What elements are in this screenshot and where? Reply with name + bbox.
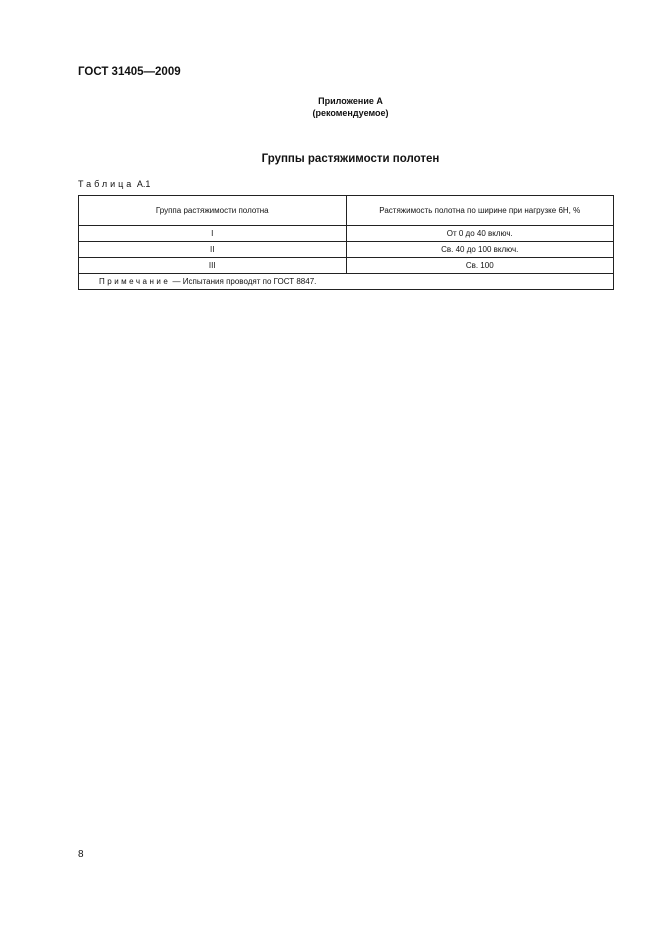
cell-stretch-value: От 0 до 40 включ.: [346, 226, 614, 242]
cell-group: II: [79, 242, 347, 258]
cell-stretch-value: Св. 40 до 100 включ.: [346, 242, 614, 258]
table-header-row: [79, 196, 614, 226]
page-number: 8: [78, 849, 84, 860]
annex-subtitle: (рекомендуемое): [312, 108, 389, 118]
table-row: [79, 242, 614, 258]
cell-group: I: [79, 226, 347, 242]
cell-stretch-value: Св. 100: [346, 258, 614, 274]
table-row: [79, 226, 614, 242]
stretch-groups-table: [78, 195, 614, 290]
table-caption-number: А.1: [136, 179, 151, 189]
section-title: Группы растяжимости полотен: [261, 153, 440, 165]
column-header-stretch: Растяжимость полотна по ширине при нагрузке 6Н, %: [346, 196, 614, 226]
table-note: [79, 274, 614, 290]
annex-title: Приложение А: [318, 96, 383, 106]
table-row: [79, 258, 614, 274]
note-label: Примечание: [99, 277, 171, 286]
table-note-row: [79, 274, 614, 290]
table-caption-word: Таблица: [78, 179, 135, 189]
column-header-group: Группа растяжимости полотна: [79, 196, 347, 226]
table-caption: [78, 179, 150, 189]
note-text: — Испытания проводят по ГОСТ 8847.: [172, 277, 317, 286]
cell-group: III: [79, 258, 347, 274]
document-code: ГОСТ 31405—2009: [78, 66, 181, 78]
